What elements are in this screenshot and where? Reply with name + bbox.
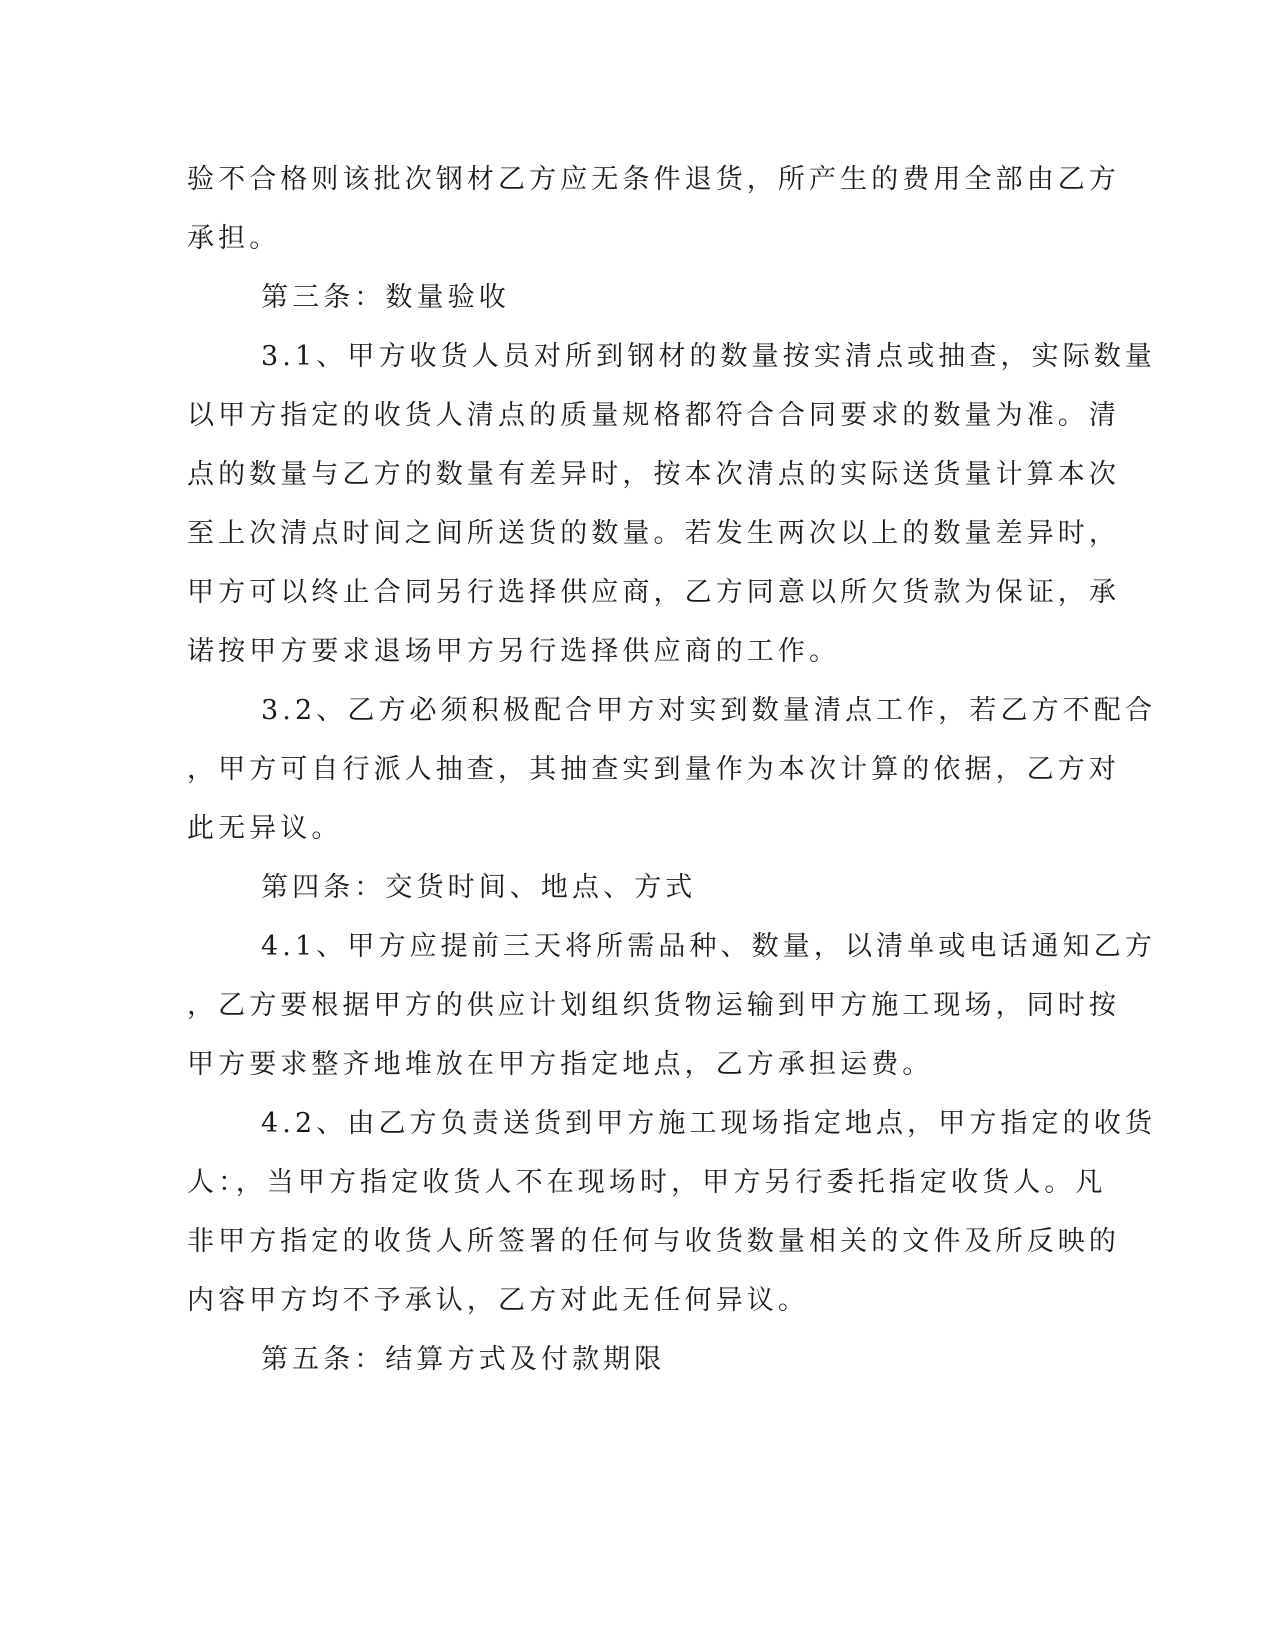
- paragraph-line: 至上次清点时间之间所送货的数量。若发生两次以上的数量差异时，: [187, 518, 1120, 549]
- paragraph-line: 4.1、甲方应提前三天将所需品种、数量，以清单或电话通知乙方: [261, 931, 1156, 962]
- section-heading-article-3: 第三条：数量验收: [261, 282, 510, 313]
- paragraph-line: 此无异议。: [187, 813, 343, 844]
- section-heading-article-4: 第四条：交货时间、地点、方式: [261, 872, 697, 903]
- paragraph-line: 3.1、甲方收货人员对所到钢材的数量按实清点或抽查，实际数量: [261, 341, 1156, 372]
- paragraph-line: ，乙方要根据甲方的供应计划组织货物运输到甲方施工现场，同时按: [187, 990, 1120, 1021]
- paragraph-line: 3.2、乙方必须积极配合甲方对实到数量清点工作，若乙方不配合: [261, 695, 1156, 726]
- paragraph-line: 内容甲方均不予承认，乙方对此无任何异议。: [187, 1285, 809, 1316]
- paragraph-line: 人：，当甲方指定收货人不在现场时，甲方另行委托指定收货人。凡: [187, 1167, 1107, 1198]
- paragraph-line: 非甲方指定的收货人所签署的任何与收货数量相关的文件及所反映的: [187, 1226, 1120, 1257]
- section-heading-article-5: 第五条：结算方式及付款期限: [261, 1344, 666, 1375]
- paragraph-line: 诺按甲方要求退场甲方另行选择供应商的工作。: [187, 636, 841, 667]
- paragraph-line: ，甲方可自行派人抽查，其抽查实到量作为本次计算的依据，乙方对: [187, 754, 1120, 785]
- paragraph-line: 4.2、由乙方负责送货到甲方施工现场指定地点，甲方指定的收货: [261, 1108, 1156, 1139]
- paragraph-line: 甲方要求整齐地堆放在甲方指定地点，乙方承担运费。: [187, 1049, 934, 1080]
- paragraph-line: 甲方可以终止合同另行选择供应商，乙方同意以所欠货款为保证，承: [187, 577, 1120, 608]
- paragraph-line: 以甲方指定的收货人清点的质量规格都符合合同要求的数量为准。清: [187, 400, 1120, 431]
- paragraph-line: 点的数量与乙方的数量有差异时，按本次清点的实际送货量计算本次: [187, 459, 1120, 490]
- paragraph-line: 承担。: [187, 223, 281, 254]
- paragraph-line: 验不合格则该批次钢材乙方应无条件退货，所产生的费用全部由乙方: [187, 164, 1120, 195]
